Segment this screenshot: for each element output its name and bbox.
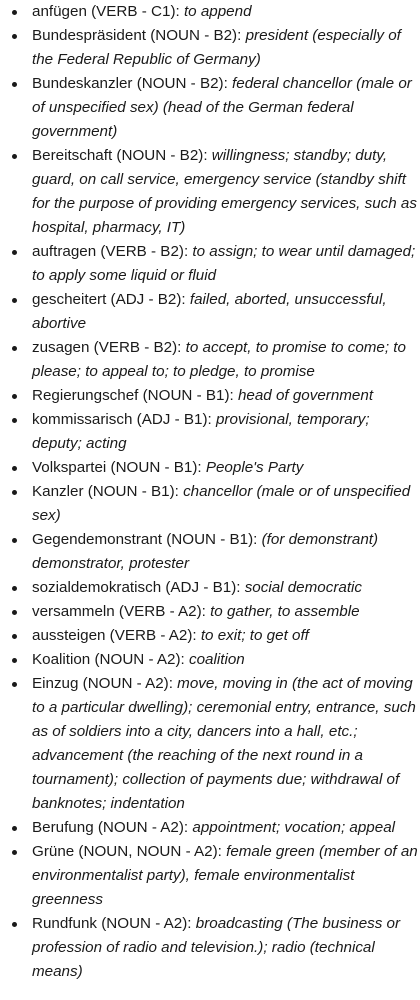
entry-definition: coalition bbox=[188, 651, 245, 668]
entry-definition: willingness; standby; duty, guard, on call service, emergency service (standby shift for the purpose of providing emergency services, such as hospital, pharmacy, IT) bbox=[32, 147, 417, 236]
entry-definition: to exit; to get off bbox=[200, 627, 309, 644]
entry-definition: president (especially of the Federal Republic of Germany) bbox=[32, 27, 401, 68]
entry-definition: head of government bbox=[237, 387, 374, 404]
entry-head: sozialdemokratisch (ADJ - B1): bbox=[32, 579, 245, 596]
list-item bbox=[32, 912, 420, 984]
entry-definition: (for demonstrant) demonstrator, protester bbox=[32, 531, 379, 572]
list-item bbox=[32, 0, 420, 24]
entry-head: anfügen (VERB - C1): bbox=[32, 3, 184, 20]
entry-definition: chancellor (male or of unspecified sex) bbox=[32, 483, 411, 524]
entry-head: gescheitert (ADJ - B2): bbox=[32, 291, 190, 308]
list-item bbox=[32, 456, 420, 480]
entry-head: auftragen (VERB - B2): bbox=[32, 243, 193, 260]
entry-head: zusagen (VERB - B2): bbox=[32, 339, 186, 356]
entry-head: Regierungschef (NOUN - B1): bbox=[32, 387, 238, 404]
entry-head: versammeln (VERB - A2): bbox=[32, 603, 211, 620]
entry-head: kommissarisch (ADJ - B1): bbox=[32, 411, 216, 428]
list-item bbox=[32, 480, 420, 528]
list-item bbox=[32, 624, 420, 648]
list-item bbox=[32, 600, 420, 624]
list-item bbox=[32, 840, 420, 912]
entry-definition: federal chancellor (male or of unspecified sex) (head of the German federal government) bbox=[32, 75, 412, 140]
entry-head: Rundfunk (NOUN - A2): bbox=[32, 915, 196, 932]
entry-head: Einzug (NOUN - A2): bbox=[32, 675, 178, 692]
entry-head: Gegendemonstrant (NOUN - B1): bbox=[32, 531, 262, 548]
entry-definition: to gather, to assemble bbox=[210, 603, 360, 620]
list-item bbox=[32, 648, 420, 672]
list-item bbox=[32, 576, 420, 600]
entry-head: Bereitschaft (NOUN - B2): bbox=[32, 147, 212, 164]
list-item bbox=[32, 816, 420, 840]
entry-head: Kanzler (NOUN - B1): bbox=[32, 483, 184, 500]
entry-definition: provisional, temporary; deputy; acting bbox=[32, 411, 370, 452]
list-item bbox=[32, 528, 420, 576]
list-item bbox=[32, 408, 420, 456]
list-item bbox=[32, 144, 420, 240]
entry-head: Koalition (NOUN - A2): bbox=[32, 651, 189, 668]
list-item bbox=[32, 384, 420, 408]
entry-definition: social democratic bbox=[244, 579, 363, 596]
entry-definition: move, moving in (the act of moving to a particular dwelling); ceremonial entry, entrance, such as of soldiers into a city, dancers into a hall, etc.; advancement (the reaching of the next round in a tournament); collection of payments due; withdrawal of banknotes; indentation bbox=[32, 675, 416, 812]
entry-definition: to append bbox=[183, 3, 252, 20]
entry-definition: broadcasting (The business or profession of radio and television.); radio (technical means) bbox=[32, 915, 401, 980]
list-item bbox=[32, 72, 420, 144]
entry-definition: failed, aborted, unsuccessful, abortive bbox=[32, 291, 387, 332]
entry-definition: appointment; vocation; appeal bbox=[192, 819, 396, 836]
list-item bbox=[32, 288, 420, 336]
entry-definition: People's Party bbox=[205, 459, 304, 476]
list-item bbox=[32, 672, 420, 816]
entry-head: Berufung (NOUN - A2): bbox=[32, 819, 193, 836]
entry-definition: female green (member of an environmentalist party), female environmentalist greenness bbox=[32, 843, 418, 908]
entry-head: aussteigen (VERB - A2): bbox=[32, 627, 201, 644]
entry-definition: to accept, to promise to come; to please; to appeal to; to pledge, to promise bbox=[32, 339, 406, 380]
list-item bbox=[32, 240, 420, 288]
entry-head: Bundeskanzler (NOUN - B2): bbox=[32, 75, 233, 92]
entry-head: Grüne (NOUN, NOUN - A2): bbox=[32, 843, 227, 860]
list-item bbox=[32, 24, 420, 72]
entry-definition: to assign; to wear until damaged; to apply some liquid or fluid bbox=[32, 243, 416, 284]
list-item bbox=[32, 336, 420, 384]
entry-head: Bundespräsident (NOUN - B2): bbox=[32, 27, 246, 44]
entry-head: Volkspartei (NOUN - B1): bbox=[32, 459, 206, 476]
